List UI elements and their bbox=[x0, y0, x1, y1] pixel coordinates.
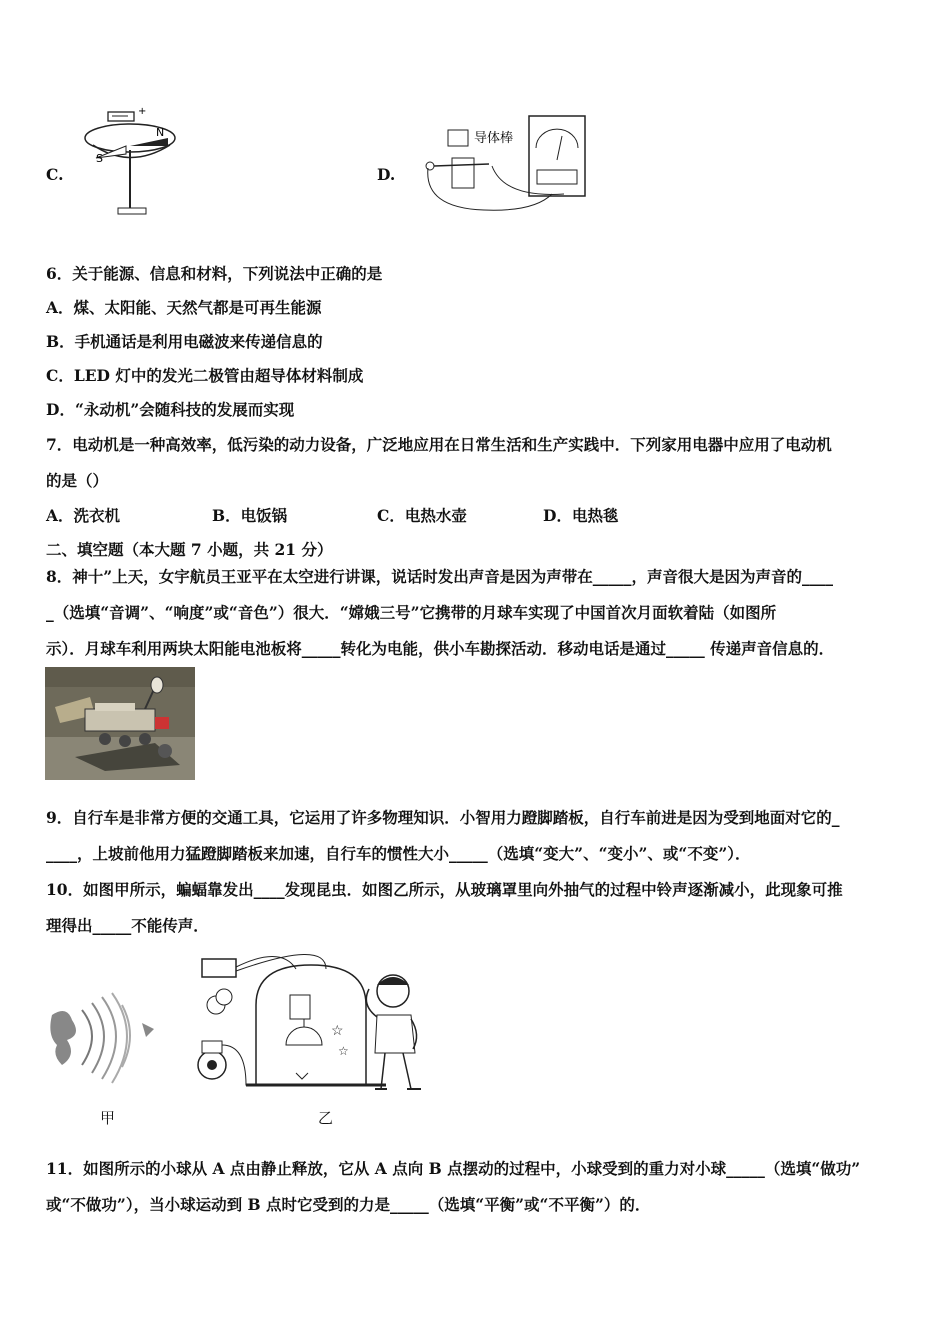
caption-jia: 甲 bbox=[100, 1109, 116, 1127]
q9-line2: ____，上坡前他用力猛蹬脚踏板来加速，自行车的惯性大小_____（选填“变大”、“变小”、或“不变”）． bbox=[46, 844, 751, 863]
q7-option-d: D．电热毯 bbox=[543, 506, 619, 525]
lunar-rover-photo bbox=[45, 667, 195, 780]
svg-text:☆: ☆ bbox=[338, 1044, 349, 1058]
q6-option-b: B．手机通话是利用电磁波来传递信息的 bbox=[46, 332, 323, 351]
caption-yi: 乙 bbox=[318, 1109, 334, 1127]
q8-line3: 示）．月球车利用两块太阳能电池板将_____转化为电能，供小车勘探活动．移动电话是通过_____ 传递声音信息的． bbox=[46, 639, 835, 658]
q7-option-b: B．电饭锅 bbox=[212, 506, 288, 525]
compass-coil-figure bbox=[78, 100, 183, 222]
option-d-label: D. bbox=[377, 165, 396, 184]
q11-line1: 11．如图所示的小球从 A 点由静止释放，它从 A 点向 B 点摆动的过程中，小球受到的重力对小球_____（选填“做功” bbox=[46, 1159, 861, 1178]
q8-line1: 8．神十”上天，女宇航员王亚平在太空进行讲课，说话时发出声音是因为声带在_____，声音很大是因为声音的____ bbox=[46, 567, 833, 586]
q6-option-d: D．“永动机”会随科技的发展而实现 bbox=[46, 400, 295, 419]
q7-option-c: C．电热水壶 bbox=[377, 506, 467, 525]
svg-text:+: + bbox=[138, 106, 147, 117]
bat-echolocation-figure bbox=[42, 985, 162, 1090]
conductor-label: 导体棒 bbox=[474, 131, 514, 146]
q6-option-c: C．LED 灯中的发光二极管由超导体材料制成 bbox=[46, 366, 364, 385]
q6-stem: 6．关于能源、信息和材料，下列说法中正确的是 bbox=[46, 264, 383, 283]
q10-line1: 10．如图甲所示，蝙蝠靠发出____发现昆虫．如图乙所示，从玻璃罩里向外抽气的过程中铃声逐渐减小，此现象可推 bbox=[46, 880, 843, 899]
q11-line2: 或“不做功”），当小球运动到 B 点时它受到的力是_____（选填“平衡”或“不平衡”）的． bbox=[46, 1195, 651, 1214]
q7-option-a: A．洗衣机 bbox=[46, 506, 121, 525]
q7-stem-line1: 7．电动机是一种高效率，低污染的动力设备，广泛地应用在日常生活和生产实践中．下列家用电器中应用了电动机 bbox=[46, 435, 832, 454]
q8-line2: _（选填“音调”、“响度”或“音色”）很大．“嫦娥三号”它携带的月球车实现了中国首次月面软着陆（如图所 bbox=[46, 603, 777, 622]
q10-line2: 理得出_____不能传声． bbox=[46, 916, 209, 935]
boy-covering-ear-figure bbox=[355, 965, 435, 1095]
compass-s-label: S bbox=[96, 152, 103, 165]
compass-n-label: N bbox=[156, 126, 165, 139]
q6-option-a: A．煤、太阳能、天然气都是可再生能源 bbox=[46, 298, 322, 317]
option-c-label: C. bbox=[46, 165, 64, 184]
conductor-galvanometer-figure bbox=[404, 108, 590, 224]
svg-text:☆: ☆ bbox=[331, 1023, 344, 1039]
q7-stem-line2: 的是（） bbox=[46, 471, 109, 490]
q9-line1: 9．自行车是非常方便的交通工具，它运用了许多物理知识．小智用力蹬脚踏板，自行车前进是因为受到地面对它的_ bbox=[46, 808, 840, 827]
section-heading: 二、填空题（本大题 7 小题，共 21 分） bbox=[46, 540, 333, 559]
